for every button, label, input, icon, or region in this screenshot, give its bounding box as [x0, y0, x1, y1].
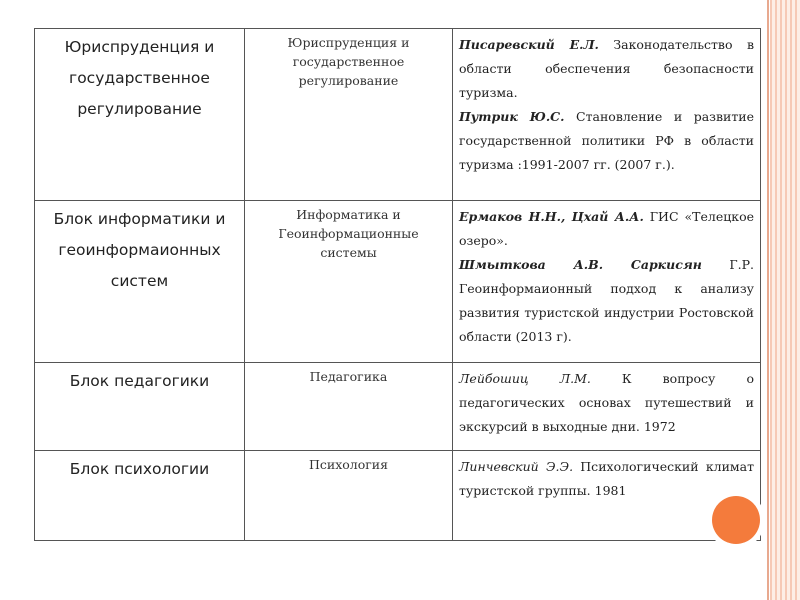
literature-cell: [453, 201, 761, 363]
discipline-name: Педагогика: [309, 369, 388, 384]
reference-author: Линчевский Э.Э.: [459, 459, 574, 474]
reference-item: [459, 33, 754, 105]
block-cell: [35, 201, 245, 363]
decorative-stripe-band: [770, 0, 800, 600]
table-row: [35, 201, 761, 363]
discipline-cell: [245, 363, 453, 451]
reference-author: Путрик Ю.С.: [459, 109, 565, 124]
discipline-name: Психология: [308, 457, 389, 472]
literature-cell: [453, 363, 761, 451]
table-row: [35, 363, 761, 451]
block-cell: [35, 363, 245, 451]
literature-cell: [453, 29, 761, 201]
decorative-circle: [712, 496, 760, 544]
reference-text: Г.Р. Геоинформаионный подход к анализу развития туристской индустрии Ростовской области (2013 г).: [459, 257, 754, 344]
reference-item: [459, 253, 754, 349]
block-name: Блок информатики и геоинформаионных систем: [53, 210, 226, 290]
table-row: [35, 29, 761, 201]
block-cell: [35, 29, 245, 201]
block-name: Блок психологии: [69, 460, 210, 478]
discipline-cell: [245, 451, 453, 541]
block-name: Юриспруденция и государственное регулирование: [64, 38, 215, 118]
reference-author: Лейбошиц Л.М.: [459, 371, 591, 386]
discipline-name: Информатика и Геоинформационные системы: [278, 207, 419, 260]
curriculum-table: [34, 28, 761, 541]
discipline-cell: [245, 29, 453, 201]
reference-text: Психологический климат туристской группы. 1981: [459, 459, 754, 498]
block-name: Блок педагогики: [69, 372, 210, 390]
reference-item: [459, 455, 754, 503]
discipline-name: Юриспруденция и государственное регулирование: [287, 35, 410, 88]
reference-author: Шмыткова А.В. Саркисян: [459, 257, 702, 272]
reference-author: Писаревский Е.Л.: [459, 37, 599, 52]
literature-list: [453, 451, 760, 503]
literature-list: [453, 363, 760, 439]
reference-author: Ермаков Н.Н., Цхай А.А.: [459, 209, 644, 224]
reference-text: Законодательство в области обеспечения безопасности туризма.: [459, 37, 754, 100]
table-row: [35, 451, 761, 541]
reference-text: К вопросу о педагогических основах путешествий и экскурсий в выходные дни. 1972: [459, 371, 754, 434]
discipline-cell: [245, 201, 453, 363]
reference-item: [459, 105, 754, 177]
block-cell: [35, 451, 245, 541]
reference-text: ГИС «Телецкое озеро».: [459, 209, 754, 248]
literature-list: [453, 201, 760, 349]
decorative-stripe-line: [767, 0, 769, 600]
literature-list: [453, 29, 760, 177]
reference-item: [459, 205, 754, 253]
reference-item: [459, 367, 754, 439]
reference-text: Становление и развитие государственной политики РФ в области туризма :1991-2007 гг. (2007 г.).: [459, 109, 754, 172]
